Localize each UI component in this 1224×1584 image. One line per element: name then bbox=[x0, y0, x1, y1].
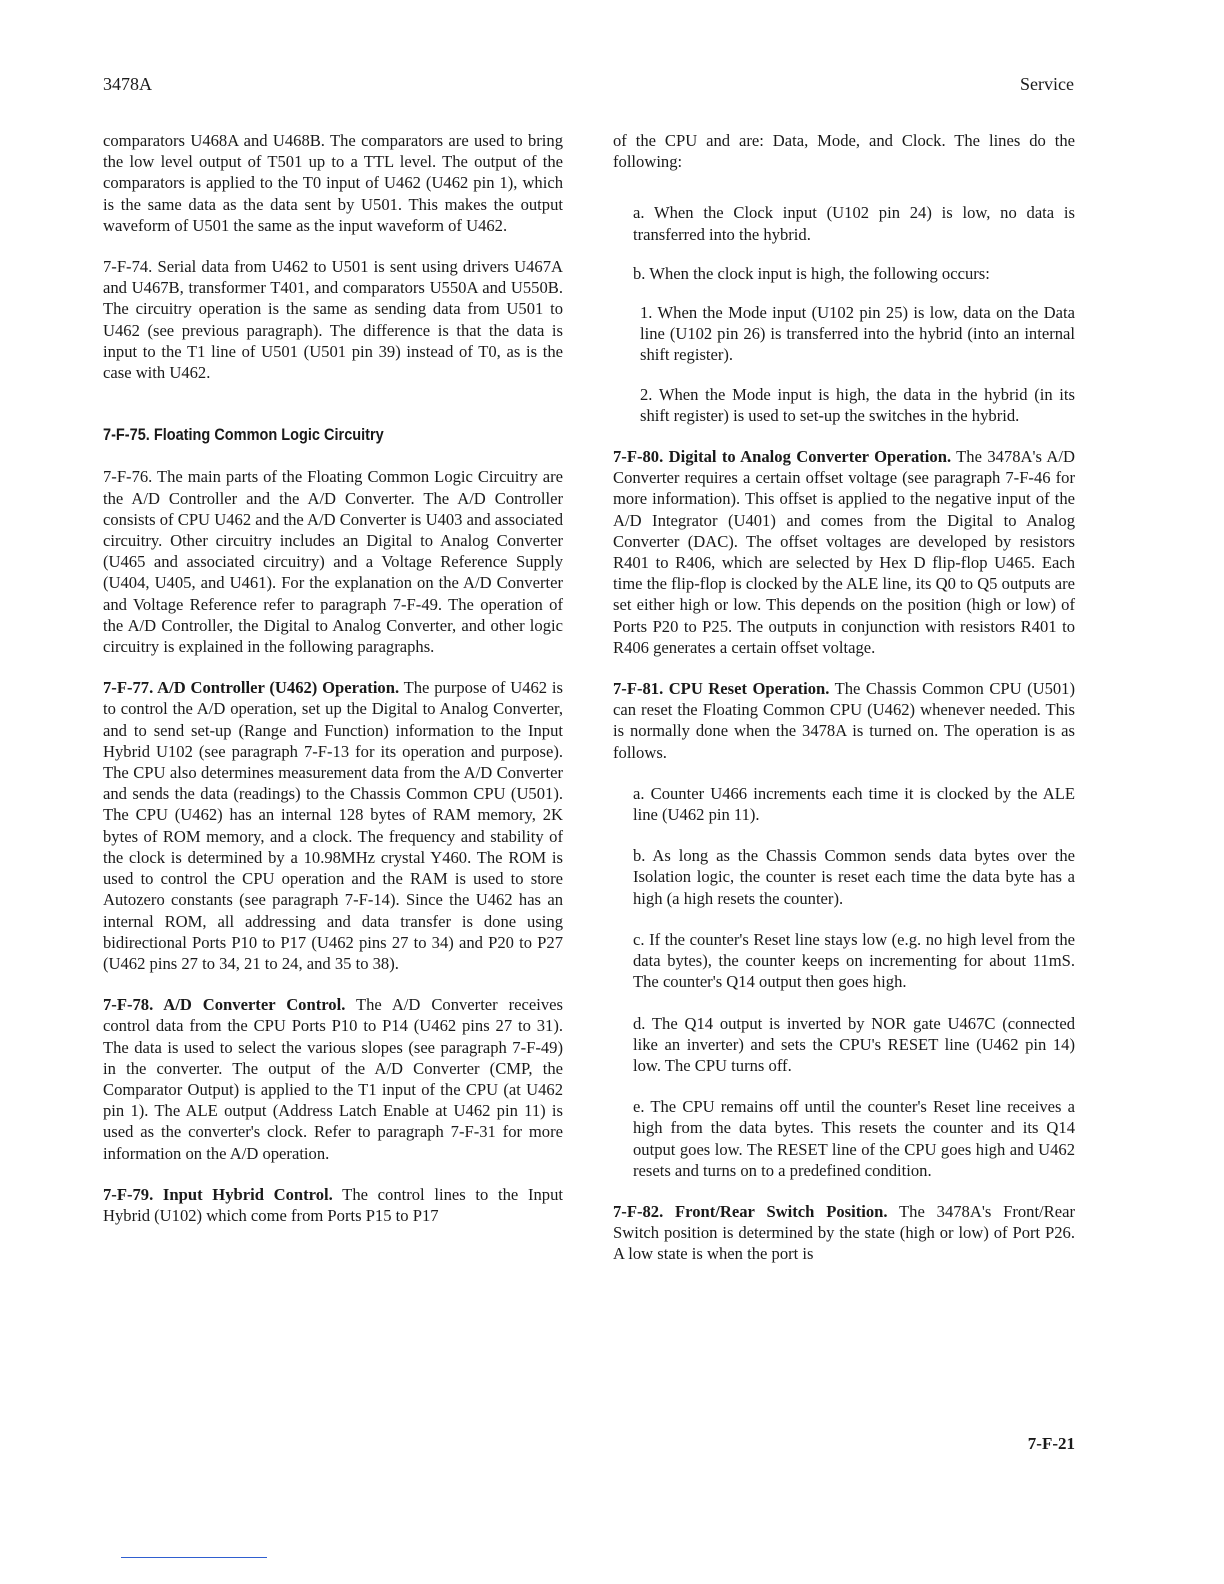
list-item: e. The CPU remains off until the counter's Reset line receives a high from the data bytes. This resets the counter and its Q14 output goes low. The RESET line of the CPU goes high and U462 resets and turns on to a predefined condition. bbox=[633, 1097, 1075, 1180]
paragraph-body: The control lines to the Input Hybrid (U102) which come from Ports P15 to P17 bbox=[103, 1184, 563, 1225]
header-model: 3478A bbox=[103, 74, 152, 94]
paragraph-body: The 3478A's A/D Converter requires a certain offset voltage (see paragraph 7-F-46 for more information). This offset is applied to the negative input of the A/D Integrator (U401) and comes from the Digital to Analog Converter (DAC). The offset voltages are developed by resistors R401 to R406, which are selected by Hex D flip-flop U465. Each time the flip-flop is clocked by the ALE line, its Q0 to Q5 outputs are set either high or low. This depends on the position (high or low) of Ports P20 to P25. The outputs in conjunction with resistors R401 to R406 generates a certain offset voltage. bbox=[613, 447, 1075, 657]
list-item: c. If the counter's Reset line stays low (e.g. no high level from the data bytes), the counter keeps on incrementing for about 11mS. The counter's Q14 output then goes high. bbox=[633, 929, 1075, 992]
paragraph-body: The A/D Converter receives control data from the CPU Ports P10 to P14 (U462 pins 27 to 31). The data is used to select the various slopes (see paragraph 7-F-49) in the converter. The output of the A/D Converter (CMP, the Comparator Output) is applied to the T1 input of the CPU (at U462 pin 1). The ALE output (Address Latch Enable at U462 pin 11) is used as the converter's clock. Refer to paragraph 7-F-31 for more information on the A/D operation. bbox=[103, 995, 563, 1163]
paragraph-body: The Chassis Common CPU (U501) can reset the Floating Common CPU (U462) whenever needed. This is normally done when the 3478A is turned on. The operation is as follows. bbox=[613, 679, 1076, 762]
run-in-heading: 7-F-78. A/D Converter Control. bbox=[103, 995, 346, 1015]
run-in-heading: 7-F-79. Input Hybrid Control. bbox=[103, 1184, 333, 1204]
paragraph-body: The purpose of U462 is to control the A/D operation, set up the Digital to Analog Converter, and to send set-up (Range and Function) information to the Input Hybrid U102 (see paragraph 7-F-13 for its operation and purpose). The CPU also determines measurement data from the A/D Converter and sends the data (readings) to the Chassis Common CPU (U501). The CPU (U462) has an internal 128 bytes of RAM memory, 2K bytes of ROM memory, and a clock. The frequency and stability of the clock is determined by a 10.98MHz crystal Y460. The ROM is used to control the CPU operation and the RAM is used to store Autozero constants (see paragraph 7-F-14). Since the U462 has an internal ROM, all addressing and data transfer is done using bidirectional Ports P10 to P17 (U462 pins 27 to 34) and P20 to P27 (U462 pins 27 to 34, 21 to 24, and 35 to 38). bbox=[103, 678, 563, 973]
paragraph-7-f-79 bbox=[103, 1184, 563, 1226]
list-item: a. When the Clock input (U102 pin 24) is low, no data is transferred into the hybrid. bbox=[633, 203, 1075, 244]
run-in-heading: 7-F-80. Digital to Analog Converter Operation. bbox=[613, 447, 952, 467]
header-section: Service bbox=[1020, 74, 1074, 94]
sub-list-item: 1. When the Mode input (U102 pin 25) is low, data on the Data line (U102 pin 26) is transferred into the hybrid (into an internal shift register). bbox=[640, 303, 1075, 365]
run-in-heading: 7-F-77. A/D Controller (U462) Operation. bbox=[103, 678, 400, 698]
list-item: a. Counter U466 increments each time it is clocked by the ALE line (U462 pin 11). bbox=[633, 783, 1075, 825]
paragraph-body: The 3478A's Front/Rear Switch position is determined by the state (high or low) of Port P26. A low state is when the port is bbox=[613, 1201, 1075, 1264]
left-column bbox=[103, 130, 563, 1226]
paragraph-7-f-78 bbox=[103, 994, 563, 1164]
paragraph-7-f-81 bbox=[613, 678, 1075, 763]
paragraph: comparators U468A and U468B. The comparators are used to bring the low level output of T501 up to a TTL level. The output of the comparators is applied to the T0 input of U462 (U462 pin 1), which is the same data as the data sent by U501. This makes the output waveform of U501 the same as the input waveform of U462. bbox=[103, 131, 563, 235]
list-item: d. The Q14 output is inverted by NOR gate U467C (connected like an inverter) and sets the CPU's RESET line (U462 pin 14) low. The CPU turns off. bbox=[633, 1013, 1075, 1075]
paragraph: of the CPU and are: Data, Mode, and Clock. The lines do the following: bbox=[613, 131, 1075, 172]
paragraph-7-f-80 bbox=[613, 446, 1075, 658]
run-in-heading: 7-F-82. Front/Rear Switch Position. bbox=[613, 1201, 888, 1221]
list-item: b. As long as the Chassis Common sends data bytes over the Isolation logic, the counter is reset each time the data byte has a high (a high resets the counter). bbox=[633, 846, 1075, 908]
section-heading: 7-F-75. Floating Common Logic Circuitry bbox=[103, 426, 384, 445]
right-column bbox=[613, 130, 1075, 1265]
paragraph-7-f-82 bbox=[613, 1201, 1075, 1265]
list-item: b. When the clock input is high, the following occurs: bbox=[633, 263, 990, 283]
sub-list-item: 2. When the Mode input is high, the data in the hybrid (in its shift register) is used to set-up the switches in the hybrid. bbox=[640, 384, 1075, 425]
paragraph-7-f-74: 7-F-74. Serial data from U462 to U501 is sent using drivers U467A and U467B, transformer T401, and comparators U550A and U550B. The circuitry operation is the same as sending data from U501 to U462 (see previous paragraph). The difference is that the data is input to the T1 line of U501 (U501 pin 39) instead of T0, as is the case with U462. bbox=[103, 257, 563, 383]
page-number: 7-F-21 bbox=[1027, 1434, 1075, 1453]
page-header bbox=[103, 74, 1074, 95]
run-in-heading: 7-F-81. CPU Reset Operation. bbox=[613, 679, 830, 699]
footer-rule bbox=[121, 1557, 267, 1558]
paragraph-7-f-76: 7-F-76. The main parts of the Floating Common Logic Circuitry are the A/D Controller and the A/D Converter. The A/D Controller consists of CPU U462 and the A/D Converter is U403 and associated circuitry. Other circuitry includes an Digital to Analog Converter (U465 and associated circuitry) and a Voltage Reference Supply (U404, U405, and U461). For the explanation on the A/D Converter and Voltage Reference refer to paragraph 7-F-49. The operation of the A/D Controller, the Digital to Analog Converter, and other logic circuitry is explained in the following paragraphs. bbox=[103, 467, 563, 657]
paragraph-7-f-77 bbox=[103, 677, 563, 974]
